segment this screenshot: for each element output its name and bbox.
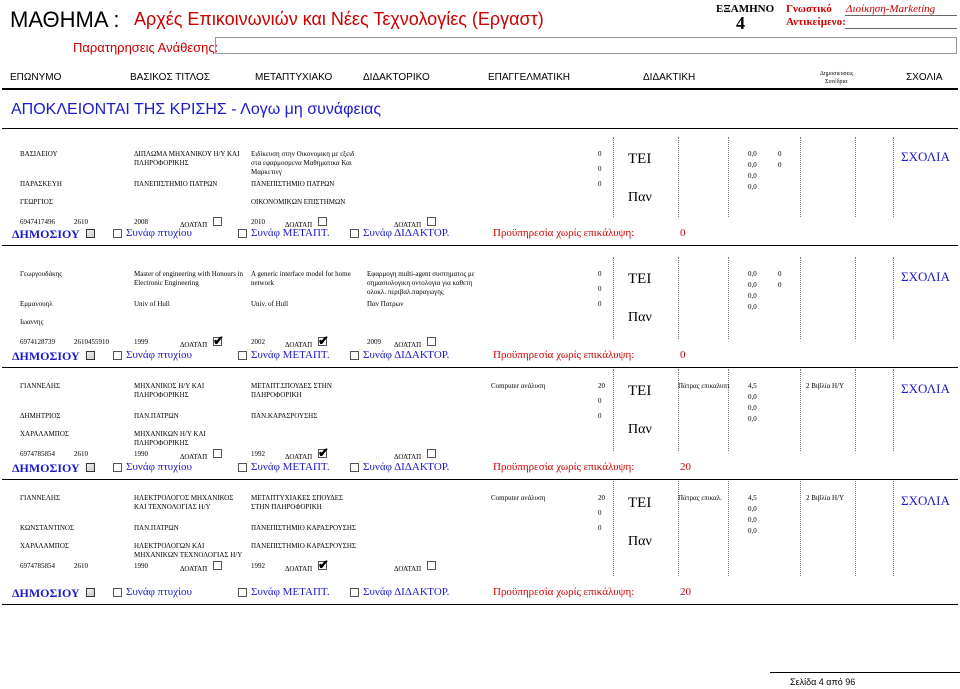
prof-value: 0 (598, 524, 602, 532)
tei-label: ΤΕΙ (628, 495, 652, 511)
doatap-checkbox[interactable] (213, 561, 222, 570)
prof-value: 0 (598, 150, 602, 158)
prof-value: 0 (598, 165, 602, 173)
checkmark-icon: ✔ (318, 333, 329, 348)
record-degree-year: 2008 (134, 218, 148, 226)
pan-label: Παν (628, 534, 652, 549)
record-degree-year: 1999 (134, 338, 148, 346)
doatap-checkbox[interactable] (427, 561, 436, 570)
column-divider (800, 257, 801, 339)
record-master: A generic interface model for home network (251, 270, 351, 287)
record-zip: 2610 (74, 562, 88, 570)
synaf-ptyxiou-label: Συνάφ πτυχίου (126, 349, 192, 361)
synaf-ptyxiou-label: Συνάφ πτυχίου (126, 586, 192, 598)
record-first-name: ΔΗΜΗΤΡΙΟΣ (20, 412, 61, 420)
comments-link[interactable]: ΣΧΟΛΙΑ (901, 493, 950, 508)
doatap-checkbox[interactable] (213, 217, 222, 226)
column-divider (855, 137, 856, 217)
record-surname: ΒΑΣΙΛΕΙΟΥ (20, 150, 58, 158)
record-degree-inst: ΠΑΝ.ΠΑΤΡΩΝ (134, 524, 179, 532)
record-degree-inst: ΠΑΝΕΠΙΣΤΗΜΙΟ ΠΑΤΡΩΝ (134, 180, 218, 188)
column-divider (728, 481, 729, 576)
record-degree-inst: Univ of Hull (134, 300, 170, 308)
synaf-ptyxiou-label: Συνάφ πτυχίου (126, 461, 192, 473)
teaching-value: 0,0 (748, 292, 757, 300)
teaching-value: 0,0 (748, 404, 757, 412)
checkmark-icon: ✔ (213, 333, 224, 348)
record-professional: Computer ανάλυση (491, 382, 546, 390)
teaching-place: Πάτρας επικαλ. (678, 494, 722, 502)
synaf-ptyxiou-checkbox[interactable] (113, 588, 122, 597)
record-master-year: 1992 (251, 450, 265, 458)
teaching-value: 0,0 (748, 516, 757, 524)
prof-value: 0 (598, 509, 602, 517)
proyp-value: 0 (680, 349, 686, 361)
record-degree-inst: ΠΑΝ.ΠΑΤΡΩΝ (134, 412, 179, 420)
comments-link[interactable]: ΣΧΟΛΙΑ (901, 381, 950, 396)
column-divider (613, 481, 614, 576)
teaching-value-2: 0 (778, 281, 782, 289)
record-phone: 6974128739 (20, 338, 55, 346)
synaf-didaktor-label: Συνάφ ΔΙΔΑΚΤΟΡ. (363, 586, 450, 598)
teaching-value: 0,0 (748, 505, 757, 513)
teaching-value: 0,0 (748, 183, 757, 191)
doatap-label: ΔΟΑΤΑΠ (394, 341, 422, 349)
column-divider (678, 137, 679, 217)
dimosiou-label: ΔΗΜΟΣΙΟΥ (12, 227, 80, 241)
mathima-label: ΜΑΘΗΜΑ : (10, 7, 120, 32)
record-separator (2, 604, 958, 605)
record-separator (2, 245, 958, 246)
record-surname: ΓΙΑΝΝΕΛΗΣ (20, 494, 61, 502)
synaf-ptyxiou-checkbox[interactable] (113, 229, 122, 238)
record-zip: 2610 (74, 450, 88, 458)
column-divider (800, 137, 801, 217)
col-professional: ΕΠΑΓΓΕΛΜΑΤΙΚΗ (488, 72, 570, 83)
column-divider (855, 481, 856, 576)
col-conferences: Συνέδρια (825, 79, 848, 85)
tei-label: ΤΕΙ (628, 151, 652, 167)
col-surname: ΕΠΩΝΥΜΟ (10, 72, 62, 83)
record-zip: 2610455910 (74, 338, 109, 346)
prof-value: 0 (598, 180, 602, 188)
doatap-label: ΔΟΑΤΑΠ (180, 565, 208, 573)
teaching-value: 4,5 (748, 494, 757, 502)
column-divider (893, 257, 894, 339)
record-first-name: Εμμανουηλ (20, 300, 53, 308)
pan-label: Παν (628, 422, 652, 437)
record-master-inst: Univ. of Hull (251, 300, 289, 308)
synaf-didaktor-checkbox[interactable] (350, 463, 359, 472)
doatap-checkbox[interactable] (427, 217, 436, 226)
synaf-didaktor-checkbox[interactable] (350, 588, 359, 597)
doatap-label: ΔΟΑΤΑΠ (180, 341, 208, 349)
synaf-metapt-label: Συνάφ ΜΕΤΑΠΤ. (251, 227, 330, 239)
synaf-metapt-label: Συνάφ ΜΕΤΑΠΤ. (251, 349, 330, 361)
synaf-metapt-checkbox[interactable] (238, 229, 247, 238)
publications-value: 2 Βιβλία Η/Υ (806, 382, 845, 390)
checkmark-icon: ✔ (318, 445, 329, 460)
doatap-checkbox[interactable] (318, 217, 327, 226)
column-divider (678, 257, 679, 339)
publications-value: 2 Βιβλία Η/Υ (806, 494, 845, 502)
teaching-value-2: 0 (778, 270, 782, 278)
prof-value: 0 (598, 412, 602, 420)
record-professional: Computer ανάλυση (491, 494, 546, 502)
dimosiou-checkbox[interactable] (86, 351, 95, 360)
knowledge-value: Διοίκηση-Marketing (846, 3, 936, 15)
exclusion-title: ΑΠΟΚΛΕΙΟΝΤΑΙ ΤΗΣ ΚΡΙΣΗΣ - Λογω μη συνάφειας (11, 101, 382, 118)
synaf-didaktor-checkbox[interactable] (350, 229, 359, 238)
column-divider (893, 369, 894, 451)
doatap-checkbox[interactable] (427, 449, 436, 458)
record-master-inst: ΠΑΝΕΠΙΣΤΗΜΙΟ ΚΑΡΑΣΡΟΥΣΗΣ (251, 524, 356, 532)
proyp-value: 20 (680, 586, 691, 598)
record-master-inst-2: ΟΙΚΟΝΟΜΙΚΩΝ ΕΠΙΣΤΗΜΩΝ (251, 198, 346, 206)
col-publications: Δημοσιευσεις (820, 71, 854, 77)
synaf-metapt-checkbox[interactable] (238, 588, 247, 597)
synaf-metapt-checkbox[interactable] (238, 463, 247, 472)
record-master-inst: ΠΑΝ.ΚΑΡΑΣΡΟΥΣΗΣ (251, 412, 318, 420)
synaf-ptyxiou-label: Συνάφ πτυχίου (126, 227, 192, 239)
record-phone: 6974785854 (20, 450, 55, 458)
record-zip: 2610 (74, 218, 88, 226)
record-master-year: 1992 (251, 562, 265, 570)
col-teaching: ΔΙΔΑΚΤΙΚΗ (643, 72, 696, 83)
comments-link[interactable]: ΣΧΟΛΙΑ (901, 269, 950, 284)
record-degree: ΔΙΠΛΩΜΑ ΜΗΧΑΝΙΚΟΥ Η/Υ ΚΑΙ ΠΛΗΡΟΦΟΡΙΚΗΣ (134, 150, 240, 167)
record-degree-2: ΜΗΧΑΝΙΚΩΝ Η/Υ ΚΑΙ ΠΛΗΡΟΦΟΡΙΚΗΣ (134, 430, 206, 447)
doatap-label: ΔΟΑΤΑΠ (180, 453, 208, 461)
record-father-name: ΧΑΡΑΛΑΜΠΟΣ (20, 542, 69, 550)
column-divider (855, 369, 856, 451)
doatap-label: ΔΟΑΤΑΠ (394, 221, 422, 229)
synaf-ptyxiou-checkbox[interactable] (113, 351, 122, 360)
synaf-didaktor-label: Συνάφ ΔΙΔΑΚΤΟΡ. (363, 461, 450, 473)
synaf-metapt-label: Συνάφ ΜΕΤΑΠΤ. (251, 586, 330, 598)
record-master-inst-2: ΠΑΝΕΠΙΣΤΗΜΙΟ ΚΑΡΑΣΡΟΥΣΗΣ (251, 542, 356, 550)
record-master-inst: ΠΑΝΕΠΙΣΤΗΜΙΟ ΠΑΤΡΩΝ (251, 180, 335, 188)
record-degree-year: 1990 (134, 450, 148, 458)
record-degree-year: 1990 (134, 562, 148, 570)
record-master-year: 2010 (251, 218, 265, 226)
record-degree-2: ΗΛΕΚΤΡΟΛΟΓΩΝ ΚΑΙ ΜΗΧΑΝΙΚΩΝ ΤΕΧΝΟΛΟΓΙΑΣ Η/Υ (134, 542, 243, 559)
prof-value: 0 (598, 397, 602, 405)
proyp-label: Προϋπηρεσία χωρίς επικάλυψη: (493, 227, 635, 239)
record-father-name: Ιωαννης (20, 318, 44, 326)
column-divider (800, 369, 801, 451)
record-surname: Γεωργουδάκης (20, 270, 63, 278)
doatap-checkbox[interactable] (213, 449, 222, 458)
dimosiou-checkbox[interactable] (86, 229, 95, 238)
teaching-place: Πάτρας επικαλυπτ (678, 382, 730, 390)
teaching-value: 0,0 (748, 150, 757, 158)
proyp-label: Προϋπηρεσία χωρίς επικάλυψη: (493, 349, 635, 361)
comments-link[interactable]: ΣΧΟΛΙΑ (901, 149, 950, 164)
synaf-metapt-label: Συνάφ ΜΕΤΑΠΤ. (251, 461, 330, 473)
record-father-name: ΧΑΡΑΛΑΜΠΟΣ (20, 430, 69, 438)
teaching-value: 0,0 (748, 527, 757, 535)
synaf-metapt-checkbox[interactable] (238, 351, 247, 360)
semester-label: ΕΞΑΜΗΝΟ (716, 3, 775, 15)
teaching-value: 4,5 (748, 382, 757, 390)
proyp-value: 20 (680, 461, 691, 473)
prof-value: 0 (598, 285, 602, 293)
record-degree: ΜΗΧΑΝΙΚΟΣ Η/Υ ΚΑΙ ΠΛΗΡΟΦΟΡΙΚΗΣ (134, 382, 205, 399)
doatap-label: ΔΟΑΤΑΠ (394, 453, 422, 461)
proyp-label: Προϋπηρεσία χωρίς επικάλυψη: (493, 586, 635, 598)
tei-label: ΤΕΙ (628, 271, 652, 287)
column-divider (893, 137, 894, 217)
dimosiou-label: ΔΗΜΟΣΙΟΥ (12, 586, 80, 600)
col-phd: ΔΙΔΑΚΤΟΡΙΚΟ (363, 72, 430, 83)
doatap-label: ΔΟΑΤΑΠ (394, 565, 422, 573)
teaching-value: 0,0 (748, 281, 757, 289)
page-number: Σελίδα 4 από 96 (790, 677, 856, 687)
teaching-value-2: 0 (778, 161, 782, 169)
semester-value: 4 (736, 13, 745, 33)
record-master: ΜΕΤΑΠΤΥΧΙΑΚΕΣ ΣΠΟΥΔΕΣ ΣΤΗΝ ΠΛΗΡΟΦΟΡΙΚΗ (251, 494, 344, 511)
record-degree: ΗΛΕΚΤΡΟΛΟΓΟΣ ΜΗΧΑΝΙΚΟΣ ΚΑΙ ΤΕΧΝΟΛΟΓΙΑΣ Η/Υ (134, 494, 234, 511)
proyp-value: 0 (680, 227, 686, 239)
proyp-label: Προϋπηρεσία χωρίς επικάλυψη: (493, 461, 635, 473)
col-basic-title: ΒΑΣΙΚΟΣ ΤΙΤΛΟΣ (130, 72, 210, 83)
record-phd-inst: Παν Πατρων (367, 300, 404, 308)
record-phone: 6974785854 (20, 562, 55, 570)
course-title: Αρχές Επικοινωνιών και Νέες Τεχνολογίες (Εργαστ) (134, 9, 544, 29)
dimosiou-label: ΔΗΜΟΣΙΟΥ (12, 349, 80, 363)
teaching-value: 0,0 (748, 415, 757, 423)
prof-value: 0 (598, 270, 602, 278)
dimosiou-checkbox[interactable] (86, 588, 95, 597)
record-phd: Εφαρμογη multi-agent συστηματος με σημασιολογικη οντολογια για καθετη ολοκλ. περιβαλ.παραγωγης (367, 270, 475, 296)
teaching-value: 0,0 (748, 172, 757, 180)
doatap-label: ΔΟΑΤΑΠ (180, 221, 208, 229)
column-divider (893, 481, 894, 576)
dimosiou-label: ΔΗΜΟΣΙΟΥ (12, 461, 80, 475)
remarks-field[interactable] (215, 37, 957, 54)
checkmark-icon: ✔ (318, 557, 329, 572)
teaching-value-2: 0 (778, 150, 782, 158)
record-phone: 6947417496 (20, 218, 55, 226)
teaching-value: 0,0 (748, 303, 757, 311)
record-master: Ειδίκευση στην Οικονομικη με εξειδ στα εφαρμοσμενα Μαθηματικα Και Μαρκετινγ (251, 150, 355, 176)
column-divider (855, 257, 856, 339)
col-master: ΜΕΤΑΠΤΥΧΙΑΚΟ (255, 72, 333, 83)
knowledge-label: Γνωστικό (786, 3, 832, 15)
prof-value: 0 (598, 300, 602, 308)
doatap-label: ΔΟΑΤΑΠ (285, 221, 313, 229)
pan-label: Παν (628, 190, 652, 205)
remarks-label: Παρατηρησεις Ανάθεσης: (73, 40, 219, 55)
doatap-label: ΔΟΑΤΑΠ (285, 453, 313, 461)
column-divider (613, 137, 614, 217)
col-comments: ΣΧΟΛΙΑ (906, 72, 943, 83)
record-separator (2, 367, 958, 368)
doatap-checkbox[interactable] (427, 337, 436, 346)
synaf-ptyxiou-checkbox[interactable] (113, 463, 122, 472)
teaching-value: 0,0 (748, 161, 757, 169)
teaching-value: 0,0 (748, 270, 757, 278)
prof-value: 20 (598, 494, 605, 502)
column-divider (800, 481, 801, 576)
synaf-didaktor-label: Συνάφ ΔΙΔΑΚΤΟΡ. (363, 227, 450, 239)
teaching-value: 0,0 (748, 393, 757, 401)
dimosiou-checkbox[interactable] (86, 463, 95, 472)
record-master-year: 2002 (251, 338, 265, 346)
column-divider (613, 369, 614, 451)
column-divider (613, 257, 614, 339)
doatap-label: ΔΟΑΤΑΠ (285, 341, 313, 349)
doatap-label: ΔΟΑΤΑΠ (285, 565, 313, 573)
record-surname: ΓΙΑΝΝΕΛΗΣ (20, 382, 61, 390)
record-father-name: ΓΕΩΡΓΙΟΣ (20, 198, 53, 206)
tei-label: ΤΕΙ (628, 383, 652, 399)
synaf-didaktor-label: Συνάφ ΔΙΔΑΚΤΟΡ. (363, 349, 450, 361)
record-first-name: ΠΑΡΑΣΚΕΥΗ (20, 180, 62, 188)
record-phd-year: 2009 (367, 338, 381, 346)
column-divider (728, 137, 729, 217)
pan-label: Παν (628, 310, 652, 325)
column-divider (728, 257, 729, 339)
prof-value: 20 (598, 382, 605, 390)
record-master: ΜΕΤΑΠΤ.ΣΠΟΥΔΕΣ ΣΤΗΝ ΠΛΗΡΟΦΟΡΙΚΗ (251, 382, 332, 399)
record-first-name: ΚΩΝΣΤΑΝΤΙΝΟΣ (20, 524, 75, 532)
knowledge-label-2: Αντικείμενο: (786, 16, 846, 28)
synaf-didaktor-checkbox[interactable] (350, 351, 359, 360)
record-separator (2, 479, 958, 480)
record-degree: Master of engineering with Honours in Electronic Engineering (134, 270, 244, 287)
